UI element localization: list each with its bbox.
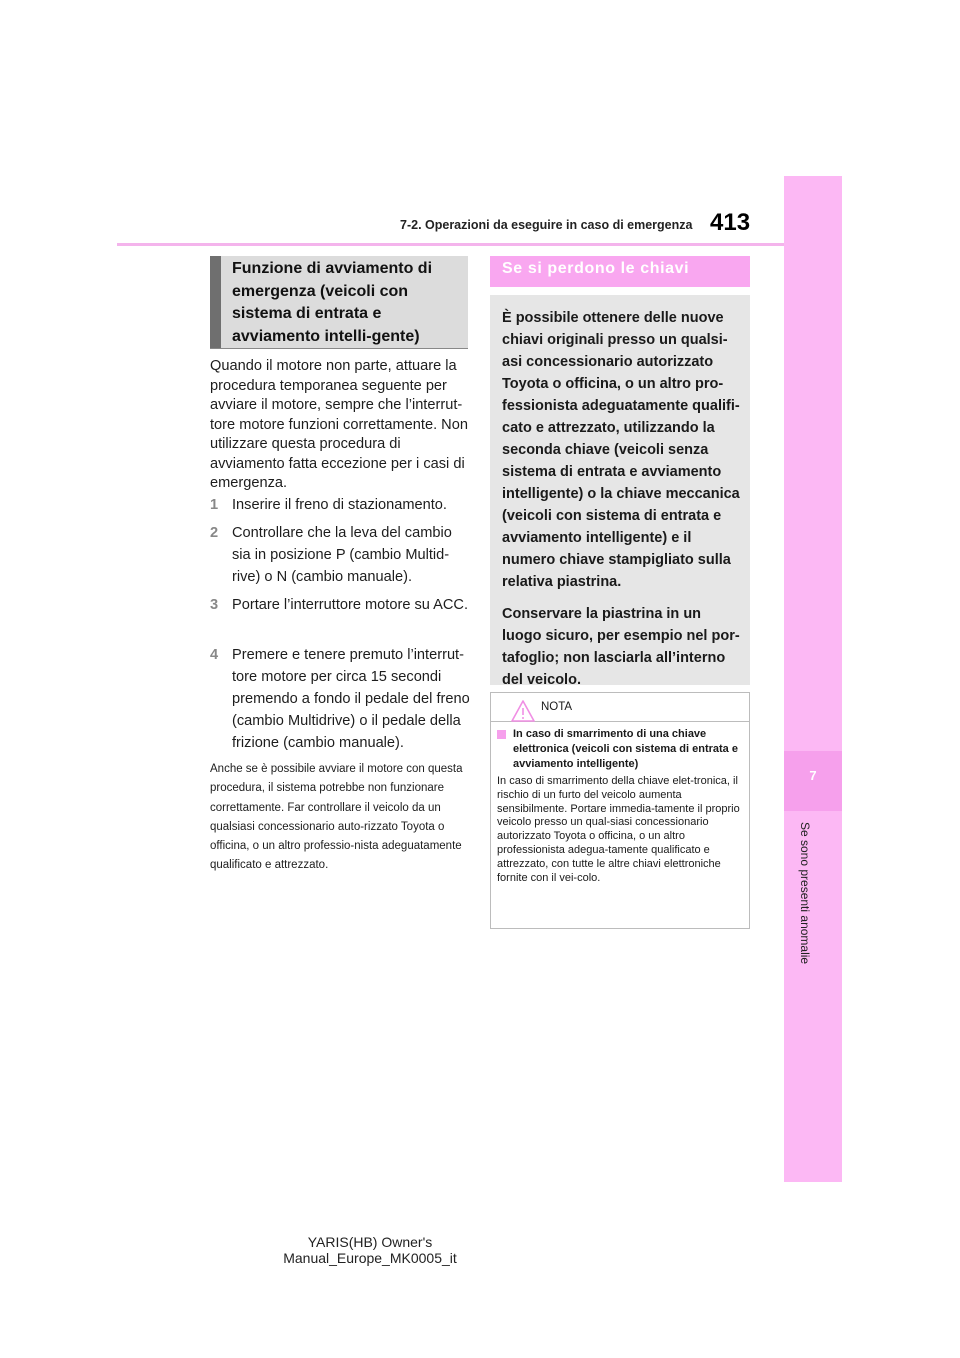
- warning-triangle-icon: [511, 700, 535, 722]
- info-paragraph: È possibile ottenere delle nuove chiavi originali presso un qualsi-asi concessionario autorizzato Toyota o officina, o un altro pro-fessionista adeguatamente qualifi-cato e attrezzato, utilizzando la seconda chiave (veicoli senza sistema di entrata e avviamento intelligente) o la chiave meccanica (veicoli con sistema di entrata e avviamento intelligente) e il numero chiave stampigliato sulla relativa piastrina.: [502, 310, 740, 590]
- heading-underline: [210, 348, 468, 349]
- step-text: Inserire il freno di stazionamento.: [232, 497, 447, 513]
- info-paragraph: Conservare la piastrina in un luogo sicuro, per esempio nel por-tafoglio; non lasciarla all’interno del veicolo.: [502, 606, 740, 688]
- step-number: 2: [210, 525, 219, 541]
- step-number: 4: [210, 647, 219, 663]
- nota-label: NOTA: [541, 701, 573, 713]
- step-text: Premere e tenere premuto l’interrut-tore motore per circa 15 secondi premendo a fondo il pedale del freno (cambio Multidrive) o il pedale della frizione (cambio manuale).: [232, 647, 470, 751]
- chapter-side-tab: [784, 176, 842, 1182]
- step-text: Controllare che la leva del cambio sia in posizione P (cambio Multid-rive) o N (cambio manuale).: [232, 525, 452, 585]
- nota-title: In caso di smarrimento di una chiave elettronica (veicoli con sistema di entrata e avviamento intelligente): [513, 728, 738, 770]
- intro-paragraph: Quando il motore non parte, attuare la procedura temporanea seguente per avviare il motore, sempre che l’interrut-tore motore funzioni correttamente. Non utilizzare questa procedura di avviamento fatta eccezione per i casi di emergenza.: [210, 358, 468, 491]
- right-section-heading-text: Se si perdono le chiavi: [502, 260, 690, 277]
- nota-header: [491, 693, 749, 722]
- nota-box: [490, 692, 750, 929]
- left-section-heading-text: Funzione di avviamento di emergenza (veicoli con sistema di entrata e avviamento intelli-gente): [232, 260, 433, 345]
- footer-text: YARIS(HB) Owner's Manual_Europe_MK0005_it: [283, 1234, 457, 1266]
- nota-text: In caso di smarrimento della chiave elet-tronica, il rischio di un furto del veicolo aumenta sensibilmente. Portare immedia-tamente il proprio veicolo presso un qual-siasi concessionario autorizzato Toyota o officina, o un altro professionista adegua-tamente qualificato e attrezzato, con tutte le altre chiavi elettroniche fornite con il vei-colo.: [497, 775, 740, 884]
- left-section-heading: [210, 256, 468, 348]
- right-section-heading: [490, 256, 750, 287]
- page-number: 413: [710, 209, 751, 236]
- chapter-number: 7: [809, 768, 817, 783]
- small-note: Anche se è possibile avviare il motore con questa procedura, il sistema potrebbe non funzionare correttamente. Far controllare il veicolo da un qualsiasi concessionario auto-rizzato Toyota o officina, o un altro professio-nista adeguatamente qualificato e attrezzato.: [210, 763, 463, 872]
- chapter-label: Se sono presenti anomalie: [798, 822, 812, 965]
- section-title: 7-2. Operazioni da eseguire in caso di emergenza: [400, 218, 693, 232]
- step-text: Portare l’interruttore motore su ACC.: [232, 597, 469, 613]
- step-number: 1: [210, 497, 219, 513]
- header-rule: [117, 243, 784, 246]
- step-number: 3: [210, 597, 219, 613]
- info-box: [490, 295, 750, 688]
